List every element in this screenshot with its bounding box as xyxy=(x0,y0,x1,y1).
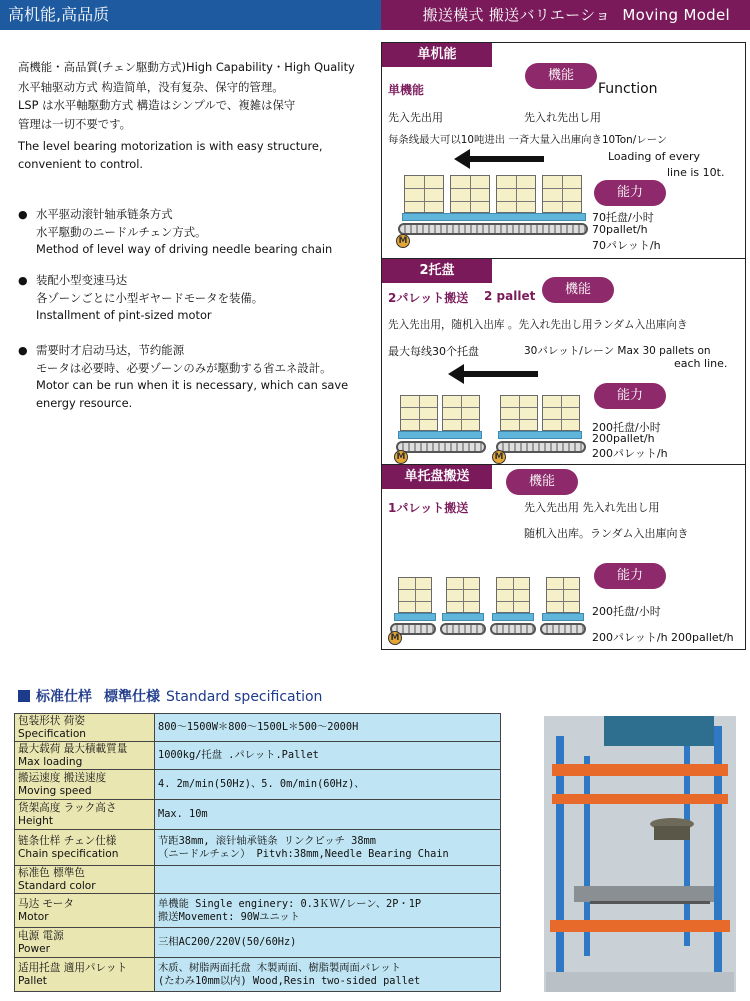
header-left-title: 高机能,高品质 xyxy=(0,0,381,30)
spec-value: 三相AC200/220V(50/60Hz) xyxy=(155,928,501,958)
desc-text: each line. xyxy=(674,357,728,370)
function-pill: 機能 xyxy=(506,469,578,495)
capacity-pill: 能力 xyxy=(594,383,666,409)
section-single-function xyxy=(382,43,745,258)
spec-key-en: Standard color xyxy=(18,879,96,892)
intro-line: 水平轴驱动方式 构造简单，没有复杂、保守的管理。 xyxy=(18,80,284,95)
capacity-text: 200pallet/h xyxy=(592,432,655,445)
spec-key xyxy=(15,800,155,830)
feature-bullet xyxy=(18,342,373,412)
spec-title-en: Standard specification xyxy=(166,689,323,705)
spec-title-jp: 標準仕様 xyxy=(104,689,160,705)
spec-value-line: 木质、树脂两面托盘 木製両面、樹脂製両面パレット xyxy=(158,962,401,974)
spec-key-en: Pallet xyxy=(18,974,47,987)
pallet-icon xyxy=(496,175,536,213)
bullet-line: モータは必要時、必要ゾーンのみが駆動する省エネ設計。 xyxy=(36,360,332,375)
bullet-line: 需要时才启动马达，节约能源 xyxy=(36,343,185,357)
motor-icon: M xyxy=(396,234,410,248)
spec-key-en: Moving speed xyxy=(18,784,92,797)
header-right-title xyxy=(381,0,750,30)
square-bullet-icon xyxy=(18,690,30,702)
spec-key xyxy=(15,770,155,800)
spec-key xyxy=(15,742,155,770)
section-tag: 单机能 xyxy=(382,43,492,67)
spec-key-en: Motor xyxy=(18,910,49,923)
rack-photo-illustration xyxy=(544,716,736,992)
spec-value-line: （ニードルチェン） Pitvh:38mm,Needle Bearing Chain xyxy=(158,847,449,860)
intro-line: convenient to control. xyxy=(18,157,144,172)
intro-line: LSP は水平軸駆動方式 構造はシンプルで、複雑は保守 xyxy=(18,98,296,113)
pallet-icon xyxy=(542,175,582,213)
spec-key xyxy=(15,928,155,958)
desc-text: 最大每线30个托盘 xyxy=(388,345,479,358)
spec-key-cn: 搬运速度 搬送速度 xyxy=(18,772,107,784)
mode-label-en: 2 pallet xyxy=(484,289,536,303)
function-pill: 機能 xyxy=(525,63,597,89)
conveyor-base xyxy=(398,431,482,439)
mode-label: 2パレット搬送 xyxy=(388,291,469,305)
table-row xyxy=(15,928,501,958)
section-single-pallet xyxy=(382,465,745,651)
spec-value xyxy=(155,830,501,866)
motor-icon: M xyxy=(492,450,506,464)
bullet-line: 装配小型变速马达 xyxy=(36,273,128,287)
rack-photo xyxy=(544,716,736,992)
desc-text: 先入先出用 xyxy=(388,111,443,124)
bullet-line: Installment of pint-sized motor xyxy=(36,308,212,323)
table-row xyxy=(15,800,501,830)
bullet-line: 各ゾーンごとに小型ギヤードモータを装備。 xyxy=(36,290,264,305)
capacity-text: 200パレット/h xyxy=(592,447,668,460)
conveyor-base xyxy=(542,613,584,621)
feature-bullet xyxy=(18,272,373,325)
capacity-pill: 能力 xyxy=(594,180,666,206)
conveyor-base xyxy=(402,213,586,221)
spec-key-cn: 标准色 標準色 xyxy=(18,867,85,879)
capacity-text: 200托盘/小时 xyxy=(592,605,661,618)
conveyor-base xyxy=(492,613,534,621)
chain-icon xyxy=(440,623,486,635)
bullet-dot-icon: ● xyxy=(18,344,28,357)
spec-title-cn: 标准仕样 xyxy=(36,689,92,705)
capacity-pill: 能力 xyxy=(594,563,666,589)
pallet-icon xyxy=(404,175,444,213)
pallet-icon xyxy=(442,395,480,431)
spec-value-line: 单機能 Single enginery: 0.3ＫＷ/レーン、2P・1P xyxy=(158,898,422,910)
pallet-icon xyxy=(542,395,580,431)
desc-text: Loading of every xyxy=(608,150,701,163)
chain-icon xyxy=(490,623,536,635)
spec-key-cn: 链条仕样 チェン仕様 xyxy=(18,835,117,847)
capacity-text: 70托盘/小时 xyxy=(592,211,654,224)
desc-text: 30パレット/レーン Max 30 pallets on xyxy=(524,345,711,357)
spec-key-cn: 最大载荷 最大積載質量 xyxy=(18,743,128,755)
spec-value: 800～1500W＊800～1500L＊500～2000H xyxy=(155,714,501,742)
spec-key-en: Height xyxy=(18,814,54,827)
bullet-line: energy resource. xyxy=(36,395,133,410)
conveyor-illustration xyxy=(392,395,592,465)
chain-icon xyxy=(496,441,586,453)
bullet-line: Method of level way of driving needle bearing chain xyxy=(36,242,333,257)
bullet-dot-icon: ● xyxy=(18,274,28,287)
pallet-icon xyxy=(398,577,432,613)
spec-value: 1000kg/托盘 .パレット.Pallet xyxy=(155,742,501,770)
table-row xyxy=(15,958,501,992)
motor-icon: M xyxy=(388,631,402,645)
spec-key xyxy=(15,714,155,742)
spec-title xyxy=(18,686,322,706)
intro-line: The level bearing motorization is with easy structure, xyxy=(18,138,323,153)
desc-text: 先入先出用，随机入出库 。先入れ先出し用ランダム入出庫向き xyxy=(388,319,688,331)
desc-text: 先入れ先出し用 xyxy=(524,111,601,124)
spec-key xyxy=(15,866,155,894)
spec-key-cn: 货架高度 ラック高さ xyxy=(18,802,117,814)
table-row xyxy=(15,714,501,742)
pallet-icon xyxy=(400,395,438,431)
function-pill: 機能 xyxy=(542,277,614,303)
bullet-line: 水平驱动滚针轴承链条方式 xyxy=(36,207,173,221)
table-row xyxy=(15,830,501,866)
table-row xyxy=(15,742,501,770)
spec-key-cn: 适用托盘 適用パレット xyxy=(18,962,128,974)
spec-key-cn: 包装形状 荷姿 xyxy=(18,715,85,727)
section-tag: 2托盘 xyxy=(382,259,492,283)
header-right-title-cn: 搬送模式 搬送バリエーショ xyxy=(422,6,611,24)
spec-key xyxy=(15,894,155,928)
spec-table xyxy=(14,713,501,992)
capacity-text: 200托盘/小时 xyxy=(592,421,661,434)
function-label-en: Function xyxy=(598,81,658,97)
pallet-icon xyxy=(496,577,530,613)
bullet-line: 水平駆動のニードルチェン方式。 xyxy=(36,224,207,239)
spec-value xyxy=(155,866,501,894)
mode-label: 1パレット搬送 xyxy=(388,501,469,515)
conveyor-base xyxy=(442,613,484,621)
chain-icon xyxy=(398,223,588,235)
header-right-title-en: Moving Model xyxy=(622,6,730,24)
table-row xyxy=(15,894,501,928)
motor-icon: M xyxy=(394,450,408,464)
section-tag: 单托盘搬送 xyxy=(382,465,492,489)
intro-text xyxy=(18,58,373,173)
spec-value: 4. 2m/min(50Hz)、5. 0m/min(60Hz)、 xyxy=(155,770,501,800)
pallet-icon xyxy=(450,175,490,213)
section-two-pallet xyxy=(382,259,745,464)
table-row xyxy=(15,866,501,894)
conveyor-base xyxy=(498,431,582,439)
desc-text: line is 10t. xyxy=(667,166,725,179)
spec-key-en: Chain specification xyxy=(18,847,119,860)
desc-text: 随机入出库。ランダム入出庫向き xyxy=(524,527,689,540)
table-row xyxy=(15,770,501,800)
direction-arrow-icon xyxy=(462,371,538,377)
spec-key-en: Specification xyxy=(18,727,87,740)
spec-key-en: Max loading xyxy=(18,755,83,768)
pallet-icon xyxy=(446,577,480,613)
direction-arrow-icon xyxy=(468,156,544,162)
chain-icon xyxy=(396,441,486,453)
capacity-text: 200パレット/h 200pallet/h xyxy=(592,631,734,644)
moving-model-panel xyxy=(381,42,746,650)
intro-line: 管理は一切不要です。 xyxy=(18,116,131,131)
chain-icon xyxy=(540,623,586,635)
spec-key-cn: 电源 電源 xyxy=(18,930,64,942)
pallet-icon xyxy=(500,395,538,431)
spec-value xyxy=(155,958,501,992)
mode-label: 単機能 xyxy=(388,83,425,97)
intro-line: 高機能・高品質(チェン駆動方式)High Capability・High Quality xyxy=(18,60,355,74)
capacity-text: 70pallet/h xyxy=(592,223,648,236)
spec-key xyxy=(15,830,155,866)
spec-key xyxy=(15,958,155,992)
desc-text: 先入先出用 先入れ先出し用 xyxy=(524,501,660,514)
feature-bullet xyxy=(18,206,373,259)
spec-value-line: 节距38mm, 滚针轴承链条 リンクピッチ 38mm xyxy=(158,835,376,847)
conveyor-illustration xyxy=(392,175,592,251)
capacity-text: 70パレット/h xyxy=(592,239,661,252)
pallet-icon xyxy=(546,577,580,613)
conveyor-illustration xyxy=(388,577,588,649)
spec-key-en: Power xyxy=(18,942,51,955)
bullet-dot-icon: ● xyxy=(18,208,28,221)
spec-value-line: (たわみ10mm以内) Wood,Resin two-sided pallet xyxy=(158,974,421,987)
spec-value-line: 搬送Movement: 90Wユニット xyxy=(158,910,300,923)
desc-text: 每条线最大可以10吨进出 一斉大量入出庫向き10Ton/レーン xyxy=(388,134,668,146)
conveyor-base xyxy=(394,613,436,621)
spec-value: Max. 10m xyxy=(155,800,501,830)
spec-value xyxy=(155,894,501,928)
bullet-line: Motor can be run when it is necessary, which can save xyxy=(36,378,349,393)
spec-key-cn: 马达 モータ xyxy=(18,898,74,910)
